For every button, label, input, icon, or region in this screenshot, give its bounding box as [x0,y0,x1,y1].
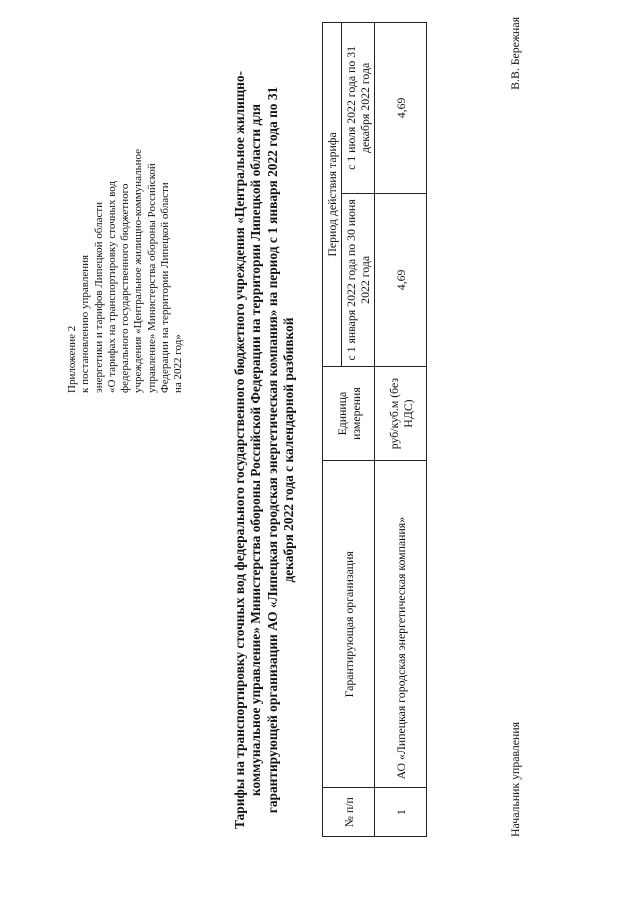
header-period-1: с 1 января 2022 года по 30 июня 2022 года [342,193,375,366]
cell-org: АО «Липецкая городская энергетическая компания» [375,461,427,788]
annex-line: учреждения «Центральное жилищно-коммунальное [132,148,145,393]
header-period: Период действия тарифа [323,23,342,367]
header-period-2: с 1 июля 2022 года по 31 декабря 2022 года [342,23,375,194]
header-no: № п/п [323,788,375,837]
signature-position: Начальник управления [508,721,522,837]
annex-line: на 2022 год» [172,334,185,393]
annex-line: энергетики и тарифов Липецкой области [92,201,105,393]
annex-line: Федерации на территории Липецкой области [159,182,172,393]
signature-name: В.В. Бережная [508,17,522,90]
annex-line: к постановлению управления [79,254,92,393]
annex-line: управление» Министерства обороны Российской [145,163,158,393]
header-org: Гарантирующая организация [323,461,375,788]
table-row [375,23,427,837]
header-unit: Единица измерения [323,366,375,460]
cell-unit: руб/куб.м (без НДС) [375,366,427,460]
document-title: Тарифы на транспортировку сточных вод федерального государственного бюджетного учреждения «Центральное жилищно-коммунальное управление» Министерства обороны Российской Федерации на территории Липецкой области для гарантирующей организации АО «Липецкая городская энергетическая компания» на период с 1 января 2022 года по 31 декабря 2022 года с календарной разбивкой [232,71,297,829]
cell-tariff-p2: 4,69 [375,23,427,194]
annex-line: федерального государственного бюджетного [119,183,132,393]
table-header-row [323,23,342,837]
annex-line: Приложение 2 [66,325,78,393]
annex-block [66,63,186,393]
cell-tariff-p1: 4,69 [375,193,427,366]
annex-line: «О тарифах на транспортировку сточных вод [105,180,118,393]
tariff-table [322,22,427,837]
cell-no: 1 [375,788,427,837]
